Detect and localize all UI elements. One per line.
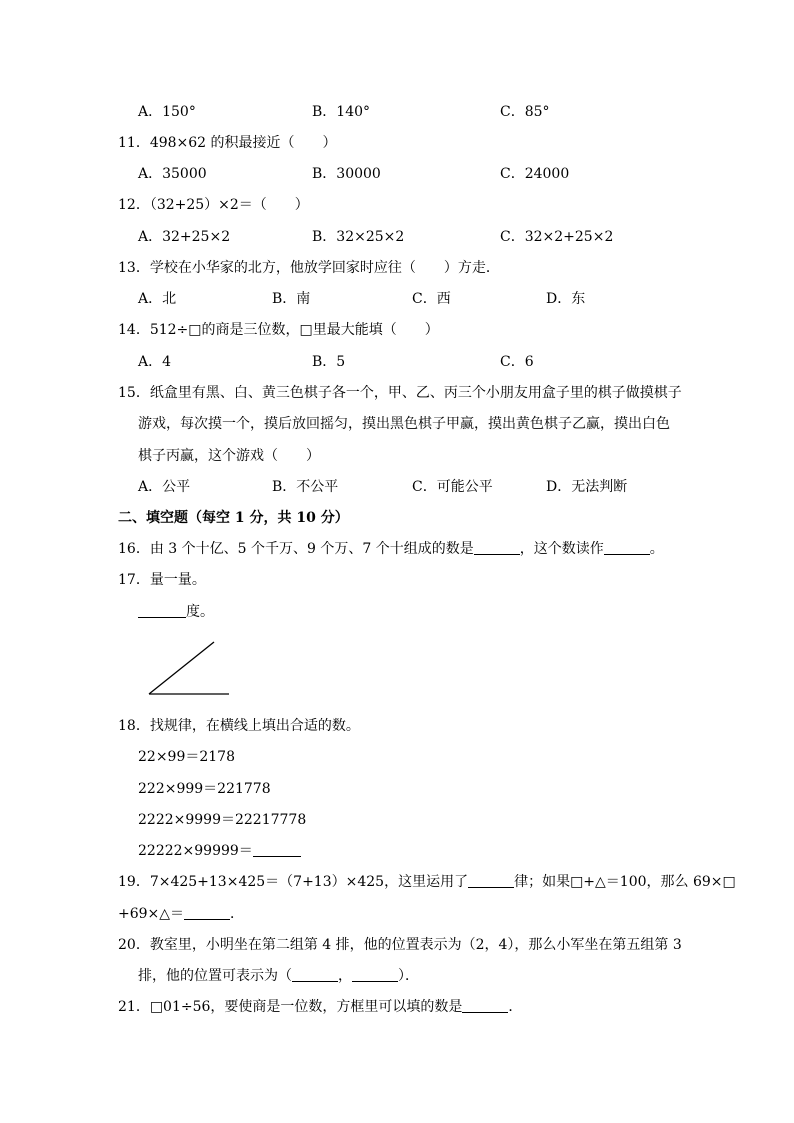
q11-stem: 11．498×62 的积最接近（ ） <box>118 135 337 151</box>
q11-option-b: B．30000 <box>312 166 381 182</box>
q21-text-1: 21．□01÷56，要使商是一位数，方框里可以填的数是 <box>118 999 463 1015</box>
q20-text-1: 排，他的位置可表示为（ <box>138 968 292 984</box>
q15-line-2: 游戏，每次摸一个，摸后放回摇匀，摸出黑色棋子甲赢，摸出黄色棋子乙赢，摸出白色 <box>138 416 670 432</box>
section-heading: 二、填空题（每空 1 分，共 10 分） <box>118 510 349 526</box>
q17-blank-degree[interactable] <box>138 603 186 618</box>
q16-blank-reading[interactable] <box>604 540 650 555</box>
q20-text-3: ）． <box>398 968 419 984</box>
q19-line-2 <box>118 904 244 924</box>
q17-answer-line <box>138 602 214 622</box>
q19-blank-law[interactable] <box>468 873 514 888</box>
q13-stem: 13．学校在小华家的北方，他放学回家时应往（ ）方走． <box>118 260 500 276</box>
q16-blank-number[interactable] <box>474 540 520 555</box>
q12-option-b: B．32×25×2 <box>312 229 405 245</box>
q12-option-c: C．32×2+25×2 <box>500 229 614 245</box>
q15-line-1: 15．纸盒里有黑、白、黄三色棋子各一个，甲、乙、丙三个小朋友用盒子里的棋子做摸棋子 <box>118 385 682 401</box>
q15-line-3: 棋子丙赢，这个游戏（ ） <box>138 448 320 464</box>
q20-line-2 <box>138 966 419 986</box>
q16-text-2: ，这个数读作 <box>519 541 604 557</box>
q15-option-d: D．无法判断 <box>546 479 628 495</box>
q14-stem: 14．512÷□的商是三位数，□里最大能填（ ） <box>118 322 439 338</box>
q14-option-a: A．4 <box>138 354 172 370</box>
angle-ray-slanted <box>149 642 214 694</box>
q19-text-1: 19．7×425+13×425＝（7+13）×425，这里运用了 <box>118 874 469 890</box>
angle-figure <box>140 636 236 702</box>
q17-stem: 17．量一量。 <box>118 572 206 588</box>
q20-text-2: ， <box>338 968 352 984</box>
q16-text-1: 16．由 3 个十亿、5 个千万、9 个万、7 个十组成的数是 <box>118 541 474 557</box>
q18-row-2: 222×999＝221778 <box>138 781 271 797</box>
q19-text-4: ． <box>230 906 245 922</box>
q13-option-a: A．北 <box>138 291 177 307</box>
q20-line-1: 20．教室里，小明坐在第二组第 4 排，他的位置表示为（2，4），那么小军坐在第五组第 3 <box>118 937 682 953</box>
q11-option-c: C．24000 <box>500 166 570 182</box>
q19-text-2: 律；如果□+△＝100，那么 69×□ <box>514 874 736 890</box>
q16-text-3: 。 <box>649 541 664 557</box>
q16-line <box>118 539 664 559</box>
q18-row-1: 22×99＝2178 <box>138 749 235 765</box>
q18-row-4: 22222×99999＝ <box>138 843 253 859</box>
q10-option-a: A．150° <box>138 104 196 120</box>
q10-option-b: B．140° <box>312 104 371 120</box>
q12-option-a: A．32+25×2 <box>138 229 231 245</box>
q15-option-b: B．不公平 <box>272 479 339 495</box>
q12-stem: 12．（32+25）×2＝（ ） <box>118 197 309 213</box>
q10-option-c: C．85° <box>500 104 550 120</box>
q21-line <box>118 997 522 1017</box>
q18-blank[interactable] <box>253 842 301 857</box>
q13-option-d: D．东 <box>546 291 586 307</box>
q18-stem: 18．找规律，在横线上填出合适的数。 <box>118 718 360 734</box>
q13-option-b: B．南 <box>272 291 311 307</box>
q20-blank-group[interactable] <box>292 967 338 982</box>
q20-blank-row[interactable] <box>352 967 398 982</box>
q15-option-a: A．公平 <box>138 479 191 495</box>
q19-text-3: +69×△＝ <box>118 906 185 922</box>
q19-line-1 <box>118 872 736 892</box>
q11-option-a: A．35000 <box>138 166 207 182</box>
q21-blank[interactable] <box>462 998 508 1013</box>
q14-option-c: C．6 <box>500 354 534 370</box>
q15-option-c: C．可能公平 <box>412 479 493 495</box>
q21-text-2: ． <box>508 999 523 1015</box>
q18-row-4-line <box>138 841 301 861</box>
q17-unit: 度。 <box>186 604 214 620</box>
q18-row-3: 2222×9999＝22217778 <box>138 812 307 828</box>
q14-option-b: B．5 <box>312 354 346 370</box>
q19-blank-result[interactable] <box>184 905 230 920</box>
q13-option-c: C．西 <box>412 291 451 307</box>
